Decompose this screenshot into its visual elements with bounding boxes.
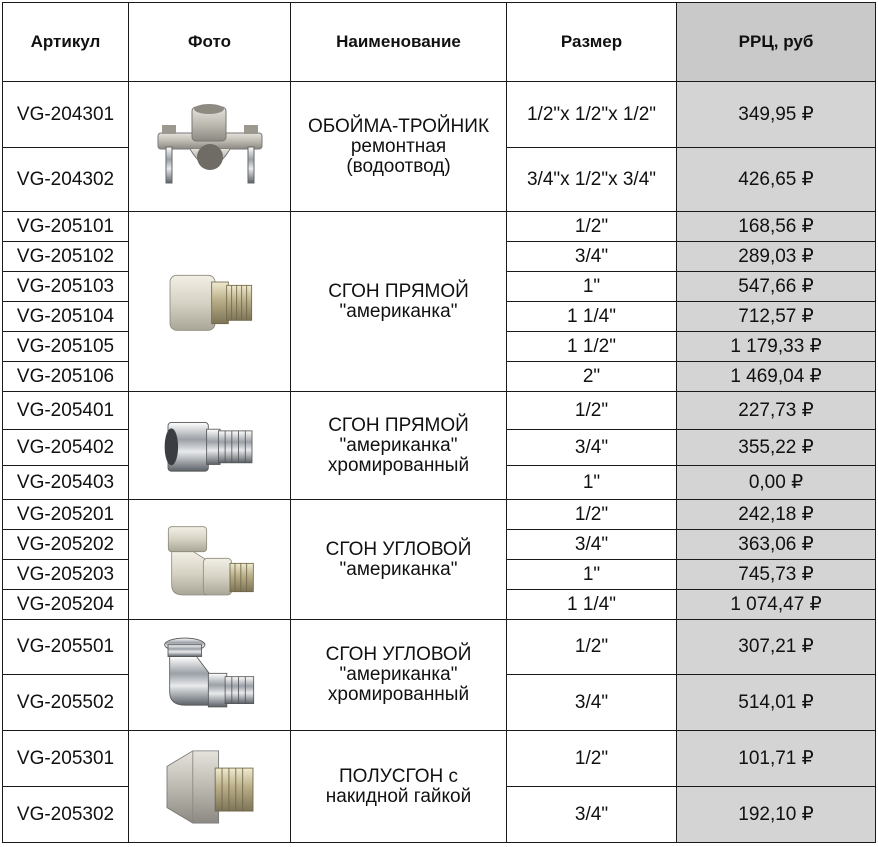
straight-union-icon <box>160 247 260 357</box>
article-cell: VG-205403 <box>3 466 129 500</box>
price-cell: 307,21 ₽ <box>677 620 876 675</box>
product-name-line: "американка" <box>339 558 458 580</box>
size-cell: 1/2" <box>507 500 677 530</box>
table-row <box>3 212 876 242</box>
size-cell: 1/2" <box>507 392 677 430</box>
price-cell: 192,10 ₽ <box>677 787 876 843</box>
size-cell: 1" <box>507 560 677 590</box>
header-size: Размер <box>507 3 677 82</box>
header-row <box>3 3 876 82</box>
table-body <box>3 82 876 843</box>
header-name: Наименование <box>291 3 507 82</box>
table-row <box>3 620 876 675</box>
product-photo <box>129 500 291 620</box>
product-name <box>291 620 507 731</box>
size-cell: 3/4" <box>507 787 677 843</box>
product-photo <box>129 212 291 392</box>
product-name-line: "американка" <box>339 434 458 456</box>
product-name-line: ОБОЙМА-ТРОЙНИК <box>307 115 490 137</box>
tee-clamp-icon <box>150 93 270 201</box>
price-cell: 101,71 ₽ <box>677 731 876 787</box>
table-row <box>3 392 876 430</box>
price-cell: 1 074,47 ₽ <box>677 590 876 620</box>
article-cell: VG-205401 <box>3 392 129 430</box>
size-cell: 3/4" <box>507 430 677 466</box>
article-cell: VG-205302 <box>3 787 129 843</box>
article-cell: VG-205106 <box>3 362 129 392</box>
size-cell: 3/4" <box>507 530 677 560</box>
angle-union-icon <box>160 505 260 615</box>
header-article: Артикул <box>3 3 129 82</box>
size-cell: 1/2"x 1/2"x 1/2" <box>507 82 677 148</box>
article-cell: VG-204301 <box>3 82 129 148</box>
size-cell: 1/2" <box>507 620 677 675</box>
size-cell: 1 1/4" <box>507 590 677 620</box>
product-photo <box>129 82 291 212</box>
size-cell: 1/2" <box>507 731 677 787</box>
product-photo <box>129 620 291 731</box>
article-cell: VG-205502 <box>3 675 129 731</box>
product-name <box>291 500 507 620</box>
article-cell: VG-205203 <box>3 560 129 590</box>
product-name-line: СГОН ПРЯМОЙ <box>328 414 469 436</box>
product-name-line: СГОН УГЛОВОЙ <box>325 644 472 665</box>
article-cell: VG-205402 <box>3 430 129 466</box>
product-name-line: СГОН ПРЯМОЙ <box>328 280 469 302</box>
table-row <box>3 731 876 787</box>
price-cell: 0,00 ₽ <box>677 466 876 500</box>
article-cell: VG-205102 <box>3 242 129 272</box>
price-cell: 426,65 ₽ <box>677 148 876 212</box>
size-cell: 3/4"x 1/2"x 3/4" <box>507 148 677 212</box>
size-cell: 1 1/4" <box>507 302 677 332</box>
product-name <box>291 731 507 843</box>
article-cell: VG-205104 <box>3 302 129 332</box>
size-cell: 1/2" <box>507 212 677 242</box>
header-photo: Фото <box>129 3 291 82</box>
product-name-line: ПОЛУСГОН с <box>339 765 458 787</box>
price-cell: 289,03 ₽ <box>677 242 876 272</box>
size-cell: 3/4" <box>507 675 677 731</box>
article-cell: VG-205101 <box>3 212 129 242</box>
table-row <box>3 500 876 530</box>
table-row <box>3 82 876 148</box>
product-name-line: хромированный <box>327 684 470 705</box>
article-cell: VG-205301 <box>3 731 129 787</box>
product-name-line: СГОН УГЛОВОЙ <box>325 538 472 560</box>
product-name-line: "американка" <box>339 664 458 685</box>
chrome-angle-union-icon <box>150 633 270 717</box>
size-cell: 1 1/2" <box>507 332 677 362</box>
product-name-line: накидной гайкой <box>325 785 472 807</box>
article-cell: VG-205501 <box>3 620 129 675</box>
price-cell: 349,95 ₽ <box>677 82 876 148</box>
product-name-line: "американка" <box>339 300 458 322</box>
price-cell: 363,06 ₽ <box>677 530 876 560</box>
product-name <box>291 392 507 500</box>
size-cell: 3/4" <box>507 242 677 272</box>
product-photo <box>129 392 291 500</box>
article-cell: VG-204302 <box>3 148 129 212</box>
size-cell: 1" <box>507 466 677 500</box>
product-photo <box>129 731 291 843</box>
article-cell: VG-205105 <box>3 332 129 362</box>
price-cell: 712,57 ₽ <box>677 302 876 332</box>
article-cell: VG-205204 <box>3 590 129 620</box>
price-cell: 168,56 ₽ <box>677 212 876 242</box>
product-name <box>291 82 507 212</box>
size-cell: 1" <box>507 272 677 302</box>
half-union-nut-icon <box>150 744 270 830</box>
price-cell: 242,18 ₽ <box>677 500 876 530</box>
price-cell: 514,01 ₽ <box>677 675 876 731</box>
size-cell: 2" <box>507 362 677 392</box>
product-name-line: хромированный <box>327 454 470 476</box>
product-name-line: (водоотвод) <box>346 155 451 177</box>
price-table <box>2 2 876 843</box>
price-cell: 355,22 ₽ <box>677 430 876 466</box>
product-name <box>291 212 507 392</box>
article-cell: VG-205201 <box>3 500 129 530</box>
price-cell: 547,66 ₽ <box>677 272 876 302</box>
price-cell: 745,73 ₽ <box>677 560 876 590</box>
article-cell: VG-205103 <box>3 272 129 302</box>
header-price: РРЦ, руб <box>677 3 876 82</box>
price-cell: 1 469,04 ₽ <box>677 362 876 392</box>
price-cell: 227,73 ₽ <box>677 392 876 430</box>
article-cell: VG-205202 <box>3 530 129 560</box>
price-cell: 1 179,33 ₽ <box>677 332 876 362</box>
chrome-straight-union-icon <box>155 404 265 488</box>
product-name-line: ремонтная <box>350 135 447 157</box>
